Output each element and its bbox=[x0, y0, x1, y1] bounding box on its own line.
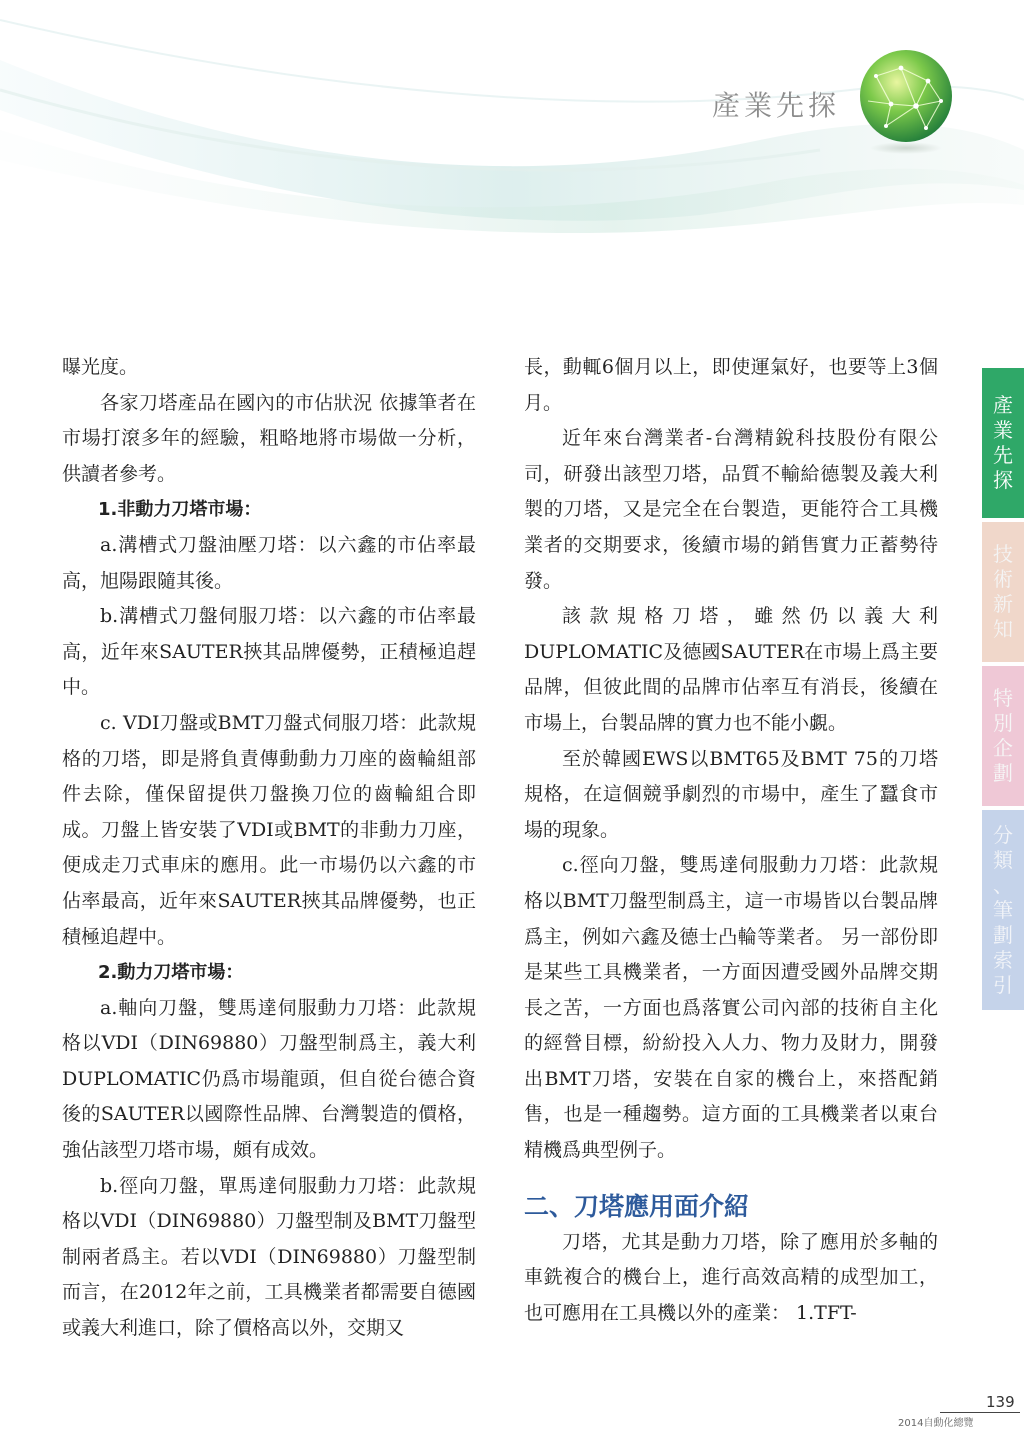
side-tab-index-lookup[interactable] bbox=[982, 810, 1024, 1010]
subheading: 2.動力刀塔市場： bbox=[98, 962, 244, 984]
tab-char: 別 bbox=[993, 711, 1013, 735]
section-title: 產業先探 bbox=[712, 89, 841, 122]
subheading: 1.非動力刀塔市場： bbox=[98, 499, 262, 521]
paragraph: c.徑向刀盤，雙馬達伺服動力刀塔：此款規格以BMT刀盤型制爲主，這一市場皆以台製品牌爲主，例如六鑫及德士凸輪等業者。 另一部份即是某些工具機業者，一方面因遭受國外品牌交期長之苦，一方面也爲落實公司內部的技術自主化的經營目標，紛紛投入人力、物力及財力，開發出BMT刀塔，安裝在自家的機台上，來搭配銷售，也是一種趨勢。這方面的工具機業者以東台精機爲典型例子。 bbox=[524, 854, 938, 1162]
paragraph: 近年來台灣業者-台灣精銳科技股份有限公司，研發出該型刀塔，品質不輸給德製及義大利製的刀塔，又是完全在台製造，更能符合工具機業者的交期要求，後續市場的銷售實力正蓄勢待發。 bbox=[524, 427, 938, 592]
article-right-column bbox=[524, 350, 938, 1331]
paragraph: 至於韓國EWS以BMT65及BMT 75的刀塔規格，在這個競爭劇烈的市場中，產生了蠶食市場的現象。 bbox=[524, 747, 938, 841]
side-tab-index bbox=[982, 368, 1024, 1014]
tab-char: 技 bbox=[993, 542, 1013, 566]
tab-char: 探 bbox=[993, 468, 1013, 492]
tab-char: 術 bbox=[993, 567, 1013, 591]
tab-char: 引 bbox=[993, 972, 1013, 997]
tab-char: 業 bbox=[993, 418, 1013, 442]
paragraph: 該款規格刀塔，雖然仍以義大利DUPLOMATIC及德國SAUTER在市場上爲主要品牌，但彼此間的品牌市佔率互有消長，後續在市場上，台製品牌的實力也不能小覷。 bbox=[524, 605, 938, 734]
paragraph: b.徑向刀盤，單馬達伺服動力刀塔：此款規格以VDI（DIN69880）刀盤型制及BMT刀盤型制兩者爲主。若以VDI（DIN69880）刀盤型制而言，在2012年之前，工具機業者都需要自德國或義大利進口，除了價格高以外，交期又 bbox=[62, 1174, 476, 1340]
publication-name: 2014自動化總覽 bbox=[898, 1418, 974, 1429]
paragraph: a.軸向刀盤，雙馬達伺服動力刀塔：此款規格以VDI（DIN69880）刀盤型制爲主，義大利DUPLOMATIC仍爲市場龍頭，但自從台德合資後的SAUTER以國際性品牌、台灣製造的價格，強佔該型刀塔市場，頗有成效。 bbox=[62, 996, 476, 1162]
paragraph: 長，動輒6個月以上，即使運氣好，也要等上3個月。 bbox=[524, 356, 938, 414]
footer-divider bbox=[940, 1412, 1020, 1413]
section-heading: 二、刀塔應用面介紹 bbox=[524, 1191, 750, 1221]
side-tab-technology[interactable] bbox=[982, 522, 1024, 662]
paragraph: 曝光度。 bbox=[62, 356, 139, 378]
side-tab-special[interactable] bbox=[982, 666, 1024, 806]
article-left-column bbox=[62, 350, 476, 1347]
tab-char: 先 bbox=[993, 443, 1013, 467]
tab-char: 產 bbox=[993, 393, 1013, 417]
tab-char: 、 bbox=[993, 872, 1013, 897]
tab-char: 知 bbox=[993, 617, 1013, 641]
tab-char: 劃 bbox=[993, 761, 1013, 785]
paragraph: c. VDI刀盤或BMT刀盤式伺服刀塔：此款規格的刀塔，即是將負責傳動動力刀座的齒輪組部件去除，僅保留提供刀盤換刀位的齒輪組合即成。刀盤上皆安裝了VDI或BMT的非動力刀座，便成走刀式車床的應用。此一市場仍以六鑫的市佔率最高，近年來SAUTER挾其品牌優勢，也正積極追趕中。 bbox=[62, 711, 476, 948]
tab-char: 新 bbox=[993, 592, 1013, 616]
page-number: 139 bbox=[986, 1393, 1015, 1411]
paragraph: a.溝槽式刀盤油壓刀塔：以六鑫的市佔率最高，旭陽跟隨其後。 bbox=[62, 533, 476, 592]
side-tab-industry[interactable] bbox=[982, 368, 1024, 518]
tab-char: 索 bbox=[993, 947, 1013, 972]
tab-char: 劃 bbox=[993, 922, 1013, 947]
globe-network-icon bbox=[856, 46, 956, 156]
tab-char: 企 bbox=[993, 736, 1013, 760]
tab-char: 類 bbox=[993, 847, 1013, 872]
paragraph: b.溝槽式刀盤伺服刀塔：以六鑫的市佔率最高，近年來SAUTER挾其品牌優勢，正積極追趕中。 bbox=[62, 605, 476, 699]
tab-char: 分 bbox=[993, 822, 1013, 847]
paragraph: 刀塔，尤其是動力刀塔，除了應用於多軸的車銑複合的機台上，進行高效高精的成型加工，也可應用在工具機以外的產業： 1.TFT- bbox=[524, 1230, 938, 1324]
tab-char: 特 bbox=[993, 686, 1013, 710]
paragraph: 各家刀塔產品在國內的市佔狀況 依據筆者在市場打滾多年的經驗，粗略地將市場做一分析，供讀者參考。 bbox=[62, 391, 476, 485]
tab-char: 筆 bbox=[993, 897, 1013, 922]
